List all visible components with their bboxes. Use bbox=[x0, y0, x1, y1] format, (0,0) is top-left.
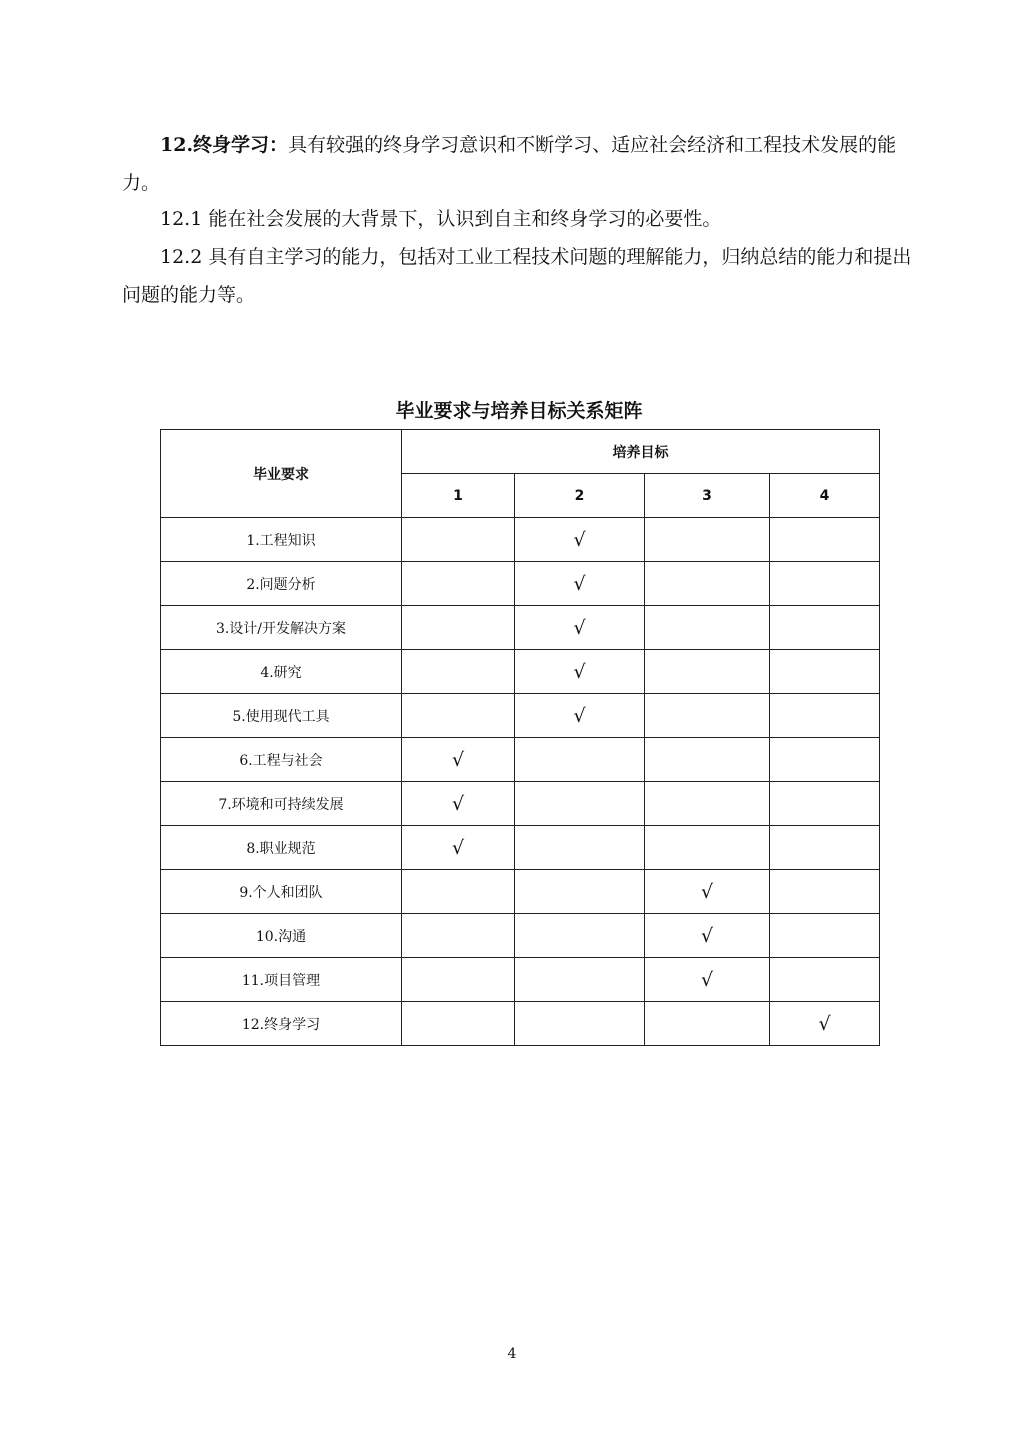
matrix-cell bbox=[402, 518, 515, 562]
check-mark: √ bbox=[573, 528, 586, 551]
matrix-cell bbox=[770, 650, 880, 694]
requirement-label: 5.使用现代工具 bbox=[161, 694, 402, 738]
matrix-cell bbox=[645, 1002, 770, 1046]
matrix-cell bbox=[402, 738, 515, 782]
requirement-label: 1.工程知识 bbox=[161, 518, 402, 562]
item-12-2 bbox=[122, 238, 922, 314]
table-row bbox=[161, 650, 880, 694]
matrix-cell bbox=[515, 1002, 645, 1046]
column-header: 4 bbox=[770, 474, 880, 518]
check-mark: √ bbox=[573, 704, 586, 727]
matrix-cell bbox=[645, 650, 770, 694]
requirement-label: 9.个人和团队 bbox=[161, 870, 402, 914]
matrix-cell bbox=[645, 826, 770, 870]
table-row bbox=[161, 606, 880, 650]
requirement-label: 6.工程与社会 bbox=[161, 738, 402, 782]
table-row bbox=[161, 518, 880, 562]
matrix-cell bbox=[402, 958, 515, 1002]
matrix-cell bbox=[770, 782, 880, 826]
column-header: 2 bbox=[515, 474, 645, 518]
table-row bbox=[161, 870, 880, 914]
page-number: 4 bbox=[507, 1346, 517, 1362]
matrix-cell bbox=[770, 518, 880, 562]
matrix-cell bbox=[515, 738, 645, 782]
matrix-cell bbox=[645, 694, 770, 738]
section-heading-text: 具有较强的终身学习意识和不断学习、适应社会经济和工程技术发展的能力。 bbox=[122, 134, 897, 194]
check-mark: √ bbox=[700, 968, 714, 991]
check-mark: √ bbox=[451, 792, 465, 815]
section-heading: 12.终身学习： bbox=[160, 134, 289, 156]
matrix-cell bbox=[402, 826, 515, 870]
item-12-1 bbox=[122, 200, 922, 238]
table-row bbox=[161, 694, 880, 738]
check-mark: √ bbox=[700, 924, 714, 947]
column-header: 3 bbox=[645, 474, 770, 518]
requirement-label: 12.终身学习 bbox=[161, 1002, 402, 1046]
matrix-cell bbox=[402, 1002, 515, 1046]
matrix-cell bbox=[515, 958, 645, 1002]
check-mark: √ bbox=[818, 1012, 831, 1035]
table-row bbox=[161, 1002, 880, 1046]
requirement-label: 7.环境和可持续发展 bbox=[161, 782, 402, 826]
matrix-cell bbox=[515, 694, 645, 738]
table-row bbox=[161, 914, 880, 958]
requirement-label: 3.设计/开发解决方案 bbox=[161, 606, 402, 650]
table-row bbox=[161, 826, 880, 870]
matrix-cell bbox=[515, 562, 645, 606]
matrix-cell bbox=[645, 782, 770, 826]
table-row bbox=[161, 958, 880, 1002]
requirement-label: 10.沟通 bbox=[161, 914, 402, 958]
check-mark: √ bbox=[573, 572, 586, 595]
matrix-cell bbox=[770, 870, 880, 914]
matrix-cell bbox=[402, 650, 515, 694]
matrix-cell bbox=[645, 870, 770, 914]
requirement-label: 2.问题分析 bbox=[161, 562, 402, 606]
check-mark: √ bbox=[451, 748, 465, 771]
matrix-cell bbox=[515, 518, 645, 562]
lifelong-learning-paragraph bbox=[122, 126, 922, 202]
matrix-cell bbox=[770, 826, 880, 870]
relationship-matrix-table bbox=[160, 429, 880, 1046]
check-mark: √ bbox=[451, 836, 465, 859]
matrix-cell bbox=[402, 562, 515, 606]
matrix-cell bbox=[515, 650, 645, 694]
matrix-cell bbox=[770, 738, 880, 782]
matrix-cell bbox=[402, 870, 515, 914]
matrix-cell bbox=[515, 782, 645, 826]
matrix-cell bbox=[645, 738, 770, 782]
matrix-cell bbox=[515, 914, 645, 958]
matrix-cell bbox=[645, 914, 770, 958]
matrix-cell bbox=[645, 562, 770, 606]
matrix-cell bbox=[770, 606, 880, 650]
matrix-cell bbox=[645, 518, 770, 562]
matrix-cell bbox=[402, 914, 515, 958]
row-header: 毕业要求 bbox=[161, 430, 402, 518]
item-12-1-text: 12.1 能在社会发展的大背景下，认识到自主和终身学习的必要性。 bbox=[160, 208, 722, 230]
matrix-cell bbox=[402, 782, 515, 826]
column-group-header: 培养目标 bbox=[402, 430, 880, 474]
requirement-label: 8.职业规范 bbox=[161, 826, 402, 870]
matrix-cell bbox=[645, 606, 770, 650]
matrix-cell bbox=[515, 826, 645, 870]
check-mark: √ bbox=[573, 616, 586, 639]
table-row bbox=[161, 562, 880, 606]
item-12-2-text: 12.2 具有自主学习的能力，包括对工业工程技术问题的理解能力，归纳总结的能力和提出问题的能力等。 bbox=[122, 246, 912, 306]
check-mark: √ bbox=[700, 880, 714, 903]
table-row bbox=[161, 782, 880, 826]
matrix-cell bbox=[515, 870, 645, 914]
matrix-cell bbox=[402, 606, 515, 650]
table-row bbox=[161, 738, 880, 782]
matrix-cell bbox=[770, 562, 880, 606]
matrix-cell bbox=[770, 958, 880, 1002]
matrix-cell bbox=[770, 694, 880, 738]
matrix-cell bbox=[770, 914, 880, 958]
matrix-cell bbox=[645, 958, 770, 1002]
requirement-label: 4.研究 bbox=[161, 650, 402, 694]
matrix-cell bbox=[515, 606, 645, 650]
column-header: 1 bbox=[402, 474, 515, 518]
matrix-cell bbox=[770, 1002, 880, 1046]
check-mark: √ bbox=[573, 660, 586, 683]
requirement-label: 11.项目管理 bbox=[161, 958, 402, 1002]
matrix-cell bbox=[402, 694, 515, 738]
table-title: 毕业要求与培养目标关系矩阵 bbox=[395, 400, 643, 422]
